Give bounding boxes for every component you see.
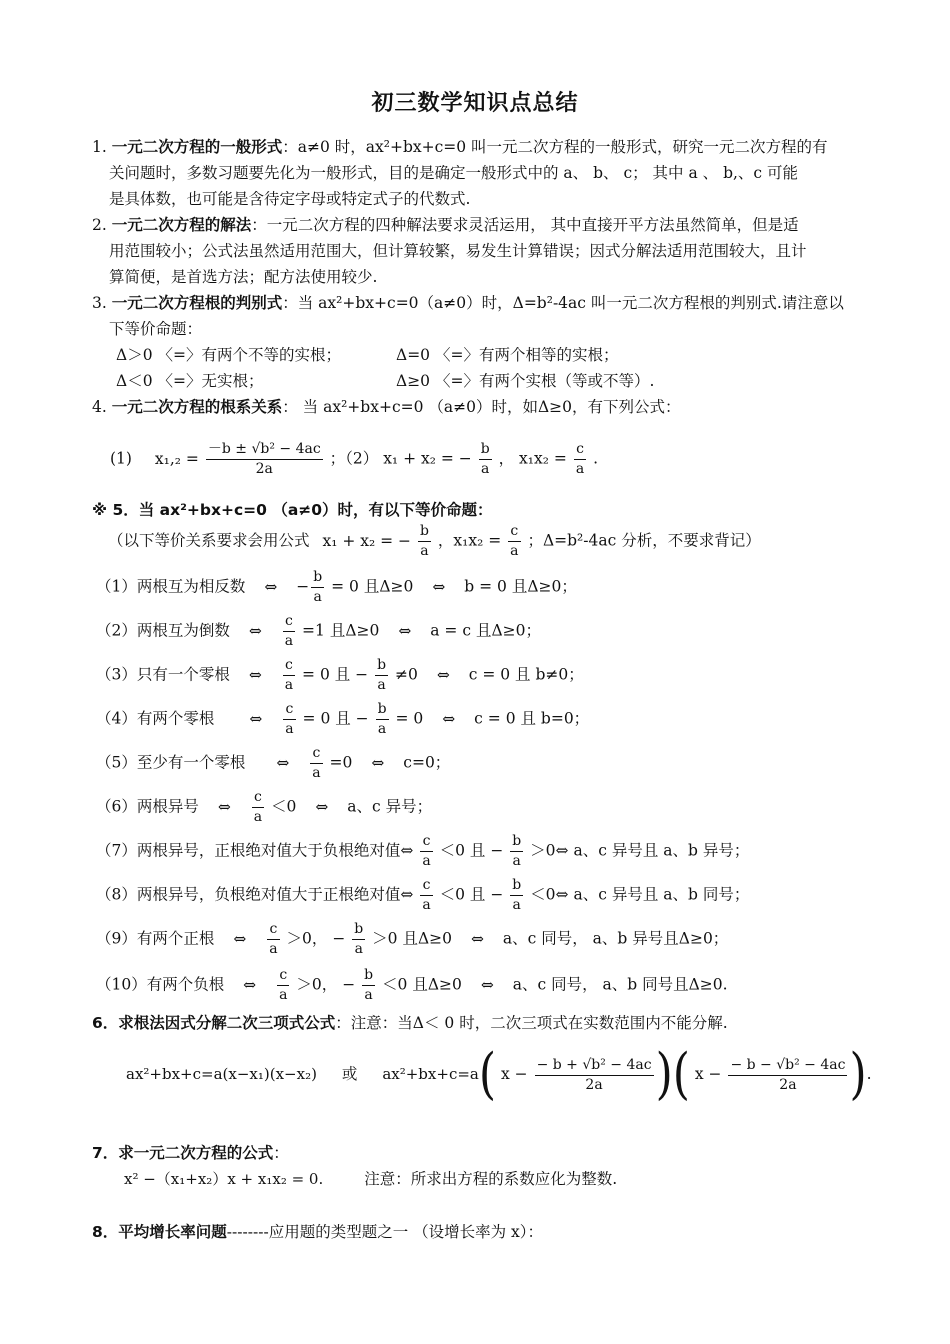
equivalence-arrow: ⇔ — [436, 665, 450, 684]
condition-expr: ＜0 — [271, 797, 297, 816]
denominator: 2a — [585, 1076, 603, 1093]
numerator: c — [283, 656, 295, 676]
section-3-line-1 — [92, 293, 844, 313]
condition-row — [96, 744, 450, 783]
condition-label: （9）有两个正根 — [96, 929, 215, 948]
left-paren: ( — [478, 1042, 497, 1107]
equivalence-arrow: ⇔ — [480, 975, 494, 994]
condition-expr: = 0 且 − — [302, 709, 369, 728]
or-text: 或 — [341, 1065, 358, 1083]
numerator: − b − √b² − 4ac — [728, 1056, 847, 1076]
condition-expr: = 0 且Δ≥0 — [331, 577, 414, 596]
discriminant-case-2: Δ=0 〈=〉有两个相等的实根； — [396, 346, 619, 364]
condition-expr: ＞0 — [530, 841, 556, 860]
denominator: a — [510, 543, 519, 559]
equivalence-arrow: ⇔ — [248, 665, 262, 684]
condition-label: （10）有两个负根 — [96, 975, 225, 994]
condition-result: a、c 同号， a、b 异号且Δ≥0； — [502, 929, 729, 948]
numerator: b — [418, 522, 431, 542]
denominator: a — [269, 941, 278, 957]
numerator: b — [375, 656, 388, 676]
condition-result: c = 0 且 b=0； — [474, 709, 590, 728]
condition-expr: ＜0 且Δ≥0 — [382, 975, 462, 994]
equivalence-arrow: ⇔ — [243, 975, 257, 994]
section-1-line-3: 是具体数，也可能是含待定字母或特定式子的代数式. — [109, 190, 471, 208]
quadratic-root-fraction — [206, 440, 323, 479]
section-mark: ※ 5． — [92, 501, 139, 519]
condition-label: （4）有两个零根 — [96, 709, 215, 728]
page-title: 初三数学知识点总结 — [371, 91, 579, 116]
section-7-heading — [92, 1143, 289, 1163]
numerator: c — [420, 876, 432, 896]
condition-row: （1）两根互为相反数 ⇔ − $\frac{b}{a}$ = 0 且Δ≥0 ⇔ b = 0 且Δ≥0； — [96, 569, 577, 605]
condition-label: （8）两根异号，负根绝对值大于正根绝对值 — [96, 885, 401, 904]
equivalence-arrow: ⇔ — [233, 929, 247, 948]
x-minus: x − — [500, 1065, 528, 1083]
section-number: 3. — [92, 294, 107, 312]
condition-result: a、c 异号且 a、b 异号； — [573, 841, 750, 860]
section-heading: 8．平均增长率问题 — [92, 1223, 227, 1241]
numerator: －b ± √b² − 4ac — [206, 440, 323, 460]
condition-expr: ＜0 且 − — [439, 885, 504, 904]
section-heading: 当 ax²+bx+c=0 （a≠0）时，有以下等价命题： — [138, 501, 493, 519]
factored-form: ax²+bx+c=a — [382, 1065, 479, 1083]
section-text: ：当 ax²+bx+c=0（a≠0）时，Δ=b²-4ac 叫一元二次方程根的判别式.请注意以 — [282, 294, 844, 312]
denominator: 2a — [255, 461, 273, 477]
equation-formula: x² −（x₁+x₂）x + x₁x₂ = 0. — [124, 1170, 324, 1188]
numerator: b — [479, 440, 492, 460]
condition-row — [96, 876, 749, 915]
numerator: b — [311, 568, 324, 588]
denominator: a — [512, 897, 521, 913]
discriminant-case-3: Δ＜0 〈=〉无实根； — [116, 372, 264, 390]
equivalence-arrow: ⇔ — [248, 621, 262, 640]
section-1-line-1 — [92, 137, 828, 157]
fraction — [277, 966, 289, 1005]
formula-tail: . — [593, 449, 599, 468]
right-paren: ) — [655, 1042, 673, 1107]
numerator: c — [283, 700, 295, 720]
fraction — [283, 612, 295, 651]
note-formula: ，x₁x₂ = — [437, 531, 502, 550]
condition-expr: ＞0， − — [296, 975, 356, 994]
fraction — [420, 832, 432, 871]
condition-result: a、c 异号且 a、b 同号； — [573, 885, 750, 904]
denominator: a — [575, 461, 585, 477]
section-heading: 一元二次方程根的判别式 — [111, 294, 283, 312]
equivalence-arrow: ⇔ — [249, 709, 263, 728]
condition-expr: ≠0 — [395, 665, 418, 684]
formula-lhs: x₁,₂ = — [154, 449, 199, 468]
denominator: a — [420, 543, 429, 559]
section-heading: 一元二次方程的一般形式 — [111, 138, 283, 156]
numerator: c — [252, 788, 264, 808]
fraction — [352, 920, 365, 959]
condition-label: （5）至少有一个零根 — [96, 753, 246, 772]
section-heading: 6．求根法因式分解二次三项式公式 — [92, 1014, 336, 1032]
section-text: --------应用题的类型题之一 （设增长率为 x）： — [226, 1223, 544, 1241]
root-fraction-minus — [728, 1056, 847, 1095]
fraction — [252, 788, 264, 827]
section-5-note — [108, 522, 761, 561]
condition-expr: = 0 — [395, 709, 424, 728]
denominator: a — [253, 809, 263, 825]
left-paren: ( — [672, 1042, 690, 1107]
formula-lhs: x₁ + x₂ = − — [383, 449, 472, 468]
numerator: b — [352, 920, 365, 940]
condition-row — [96, 920, 728, 959]
condition-expr: =1 且Δ≥0 — [302, 621, 380, 640]
denominator: a — [285, 721, 294, 737]
fraction — [510, 876, 523, 915]
equivalence-arrow: ⇔ — [400, 885, 414, 904]
numerator: b — [510, 832, 523, 852]
denominator: a — [279, 987, 288, 1003]
condition-row — [96, 832, 749, 871]
denominator: a — [284, 633, 294, 649]
condition-expr: =0 — [329, 753, 353, 772]
numerator: c — [277, 966, 289, 986]
discriminant-case-4: Δ≥0 〈=〉有两个实根（等或不等）. — [396, 372, 655, 390]
equivalence-arrow: ⇔ — [470, 929, 484, 948]
condition-expr: = 0 且 − — [302, 665, 369, 684]
condition-row — [96, 788, 432, 827]
condition-result: c = 0 且 b≠0； — [468, 665, 584, 684]
factorization-formula — [126, 1042, 872, 1107]
section-2-line-2: 用范围较小；公式法虽然适用范围大，但计算较繁，易发生计算错误；因式分解法适用范围较大，且计 — [109, 242, 807, 260]
condition-label: （3）只有一个零根 — [96, 665, 230, 684]
equivalence-arrow: ⇔ — [555, 885, 569, 904]
denominator: a — [313, 589, 322, 605]
note-text: 注意：所求出方程的系数应化为整数. — [364, 1170, 618, 1188]
condition-expr: ＞0， − — [286, 929, 346, 948]
section-5-heading — [92, 500, 493, 520]
section-3-line-2: 下等价命题： — [109, 320, 203, 338]
root-fraction-plus — [535, 1056, 654, 1095]
note-text: ；Δ=b²-4ac 分析，不要求背记） — [527, 531, 761, 550]
fraction — [311, 568, 324, 607]
condition-result: b = 0 且Δ≥0； — [464, 577, 577, 596]
equivalence-arrow: ⇔ — [264, 577, 278, 596]
numerator: c — [283, 612, 295, 632]
fraction — [418, 522, 431, 561]
fraction — [508, 522, 520, 561]
condition-row — [96, 966, 728, 1005]
section-heading: 一元二次方程的根系关系 — [111, 398, 283, 416]
numerator: − b + √b² − 4ac — [535, 1056, 654, 1076]
section-8-line-1 — [92, 1222, 543, 1242]
section-1-line-2: 关问题时，多数习题要先化为一般形式，目的是确定一般形式中的 a、 b、 c； 其中 a 、 b,、c 可能 — [109, 164, 799, 182]
denominator: a — [481, 461, 490, 477]
numerator: c — [508, 522, 520, 542]
equivalence-arrow: ⇔ — [555, 841, 569, 860]
equivalence-arrow: ⇔ — [400, 841, 414, 860]
fraction — [510, 832, 523, 871]
fraction — [267, 920, 279, 959]
section-7-formula — [124, 1169, 617, 1189]
formula-tail: . — [866, 1065, 872, 1083]
fraction — [375, 656, 388, 695]
section-number: 4. — [92, 398, 107, 416]
equivalence-arrow: ⇔ — [276, 753, 290, 772]
section-2-line-3: 算简便，是首选方法；配方法使用较少. — [109, 268, 378, 286]
numerator: c — [267, 920, 279, 940]
fraction — [283, 700, 295, 739]
numerator: b — [376, 700, 389, 720]
fraction — [310, 744, 322, 783]
section-number: 1. — [92, 138, 107, 156]
equivalence-arrow: ⇔ — [315, 797, 329, 816]
equivalence-arrow: ⇔ — [442, 709, 456, 728]
denominator: a — [422, 853, 431, 869]
numerator: c — [310, 744, 322, 764]
equivalence-arrow: ⇔ — [432, 577, 446, 596]
factored-form: ax²+bx+c=a(x−x₁)(x−x₂) — [126, 1065, 317, 1083]
section-text: ：a≠0 时，ax²+bx+c=0 叫一元二次方程的一般形式，研究一元二次方程的有 — [282, 138, 828, 156]
condition-result: a、c 异号； — [347, 797, 433, 816]
condition-row — [96, 612, 541, 651]
colon: ： — [273, 1144, 289, 1162]
condition-expr: ＜0 — [530, 885, 556, 904]
condition-label: （1）两根互为相反数 — [96, 577, 246, 596]
section-6-line-1 — [92, 1013, 728, 1033]
condition-result: c=0； — [403, 753, 451, 772]
equivalence-arrow: ⇔ — [217, 797, 231, 816]
section-text: ：注意：当Δ＜ 0 时，二次三项式在实数范围内不能分解. — [335, 1014, 728, 1032]
numerator: b — [510, 876, 523, 896]
condition-result: a = c 且Δ≥0； — [430, 621, 541, 640]
condition-label: （7）两根异号，正根绝对值大于负根绝对值 — [96, 841, 401, 860]
product-fraction — [574, 440, 586, 479]
section-number: 2. — [92, 216, 107, 234]
condition-row — [96, 700, 589, 739]
condition-label: （6）两根异号 — [96, 797, 199, 816]
numerator: b — [362, 966, 375, 986]
numerator: c — [420, 832, 432, 852]
sum-fraction — [479, 440, 492, 479]
denominator: 2a — [779, 1076, 797, 1093]
equivalence-arrow: ⇔ — [371, 753, 385, 772]
discriminant-case-1: Δ＞0 〈=〉有两个不等的实根； — [116, 346, 341, 364]
denominator: a — [512, 853, 521, 869]
section-text: ：一元二次方程的四种解法要求灵活运用， 其中直接开平方法虽然简单，但是适 — [251, 216, 799, 234]
denominator: a — [354, 941, 363, 957]
section-text: ： 当 ax²+bx+c=0 （a≠0）时，如Δ≥0，有下列公式： — [282, 398, 681, 416]
denominator: a — [377, 721, 387, 737]
x-minus: x − — [694, 1065, 722, 1083]
denominator: a — [284, 677, 294, 693]
formula-label: ；（2） — [329, 449, 379, 468]
condition-row — [96, 656, 584, 695]
note-text: （以下等价关系要求会用公式 — [108, 531, 310, 550]
section-heading: 7．求一元二次方程的公式 — [92, 1144, 274, 1162]
right-paren: ) — [849, 1042, 867, 1107]
fraction — [283, 656, 295, 695]
section-4-line-1 — [92, 397, 681, 417]
formula-label: (1) — [110, 449, 132, 468]
denominator: a — [377, 677, 386, 693]
denominator: a — [422, 897, 431, 913]
condition-expr: ＞0 且Δ≥0 — [372, 929, 453, 948]
fraction — [420, 876, 432, 915]
equivalence-arrow: ⇔ — [398, 621, 412, 640]
condition-label: （2）两根互为倒数 — [96, 621, 230, 640]
fraction — [376, 700, 389, 739]
fraction — [362, 966, 375, 1005]
vieta-formulas — [110, 440, 598, 479]
denominator: a — [312, 765, 321, 781]
note-formula: x₁ + x₂ = − — [322, 531, 412, 550]
section-heading: 一元二次方程的解法 — [111, 216, 252, 234]
condition-expr: ＜0 且 − — [439, 841, 504, 860]
condition-result: a、c 同号， a、b 同号且Δ≥0. — [512, 975, 728, 994]
formula-lhs: ， x₁x₂ = — [498, 449, 567, 468]
section-2-line-1 — [92, 215, 799, 235]
numerator: c — [574, 440, 586, 460]
denominator: a — [364, 987, 373, 1003]
